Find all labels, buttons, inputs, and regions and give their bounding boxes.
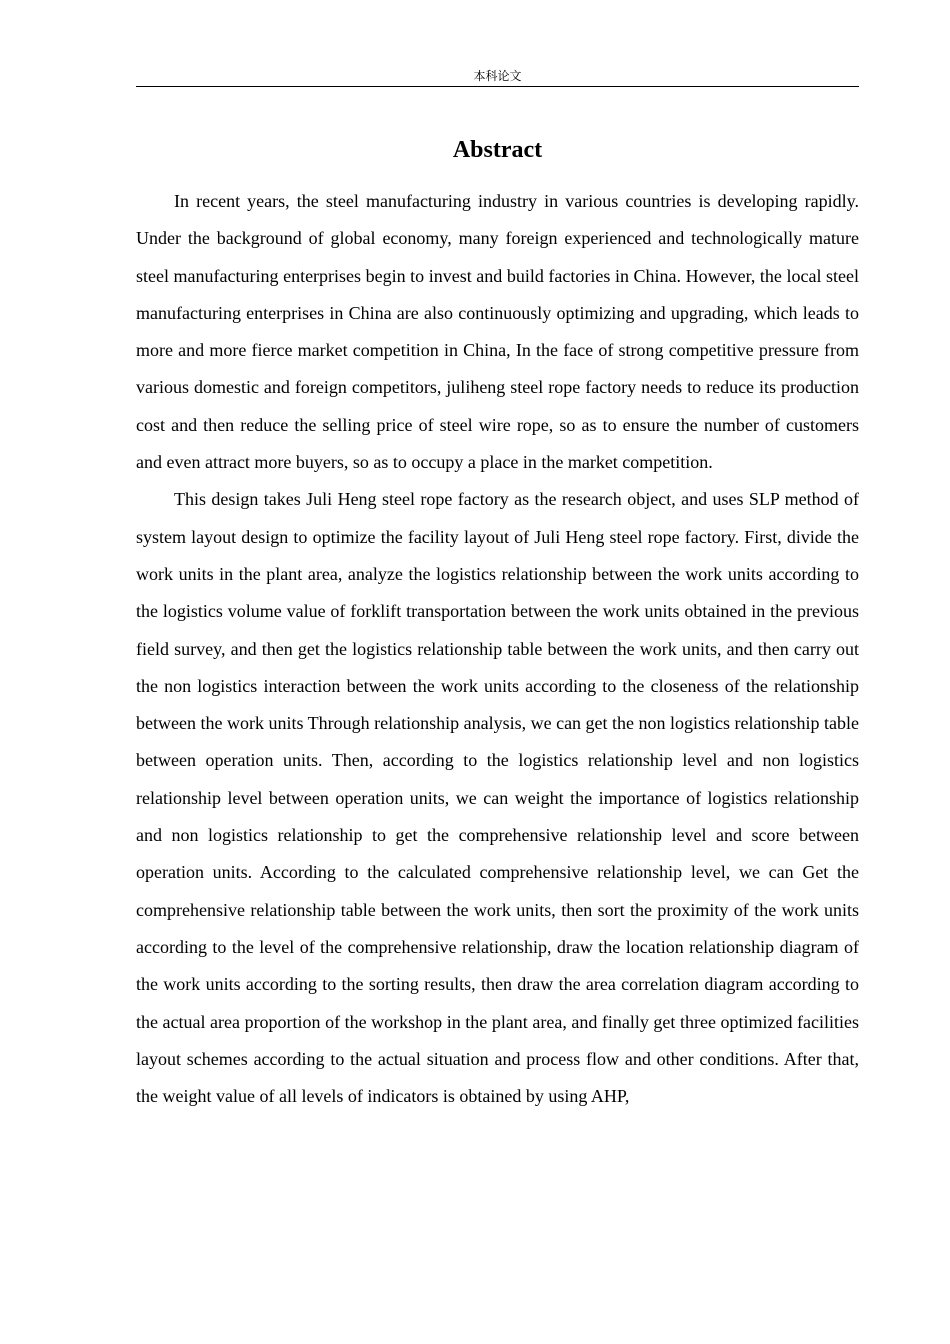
- page-header: [136, 66, 859, 87]
- abstract-title: Abstract: [452, 137, 543, 163]
- abstract-body: [136, 183, 859, 1115]
- paragraph-2: This design takes Juli Heng steel rope factory as the research object, and uses SLP method of system layout design to optimize the facility layout of Juli Heng steel rope factory. First, divide the work units in the plant area, analyze the logistics relationship between the work units according to the logistics volume value of forklift transportation between the work units obtained in the previous field survey, and then get the logistics relationship table between the work units, and then carry out the non logistics interaction between the work units according to the closeness of the relationship between the work units Through relationship analysis, we can get the non logistics relationship table between operation units. Then, according to the logistics relationship level and non logistics relationship level between operation units, we can weight the importance of logistics relationship and non logistics relationship to get the comprehensive relationship level and score between operation units. According to the calculated comprehensive relationship level, we can Get the comprehensive relationship table between the work units, then sort the proximity of the work units according to the level of the comprehensive relationship, draw the location relationship diagram of the work units according to the sorting results, then draw the area correlation diagram according to the actual area proportion of the workshop in the plant area, and finally get three optimized facilities layout schemes according to the actual situation and process flow and other conditions. After that, the weight value of all levels of indicators is obtained by using AHP,: [136, 489, 860, 1107]
- paragraph-1: In recent years, the steel manufacturing industry in various countries is developing rapidly. Under the background of global economy, many foreign experienced and technologically mature steel manufacturing enterprises begin to invest and build factories in China. However, the local steel manufacturing enterprises in China are also continuously optimizing and upgrading, which leads to more and more fierce market competition in China, In the face of strong competitive pressure from various domestic and foreign competitors, juliheng steel rope factory needs to reduce its production cost and then reduce the selling price of steel wire rope, so as to ensure the number of customers and even attract more buyers, so as to occupy a place in the market competition.: [136, 191, 859, 473]
- header-text: 本科论文: [473, 69, 522, 83]
